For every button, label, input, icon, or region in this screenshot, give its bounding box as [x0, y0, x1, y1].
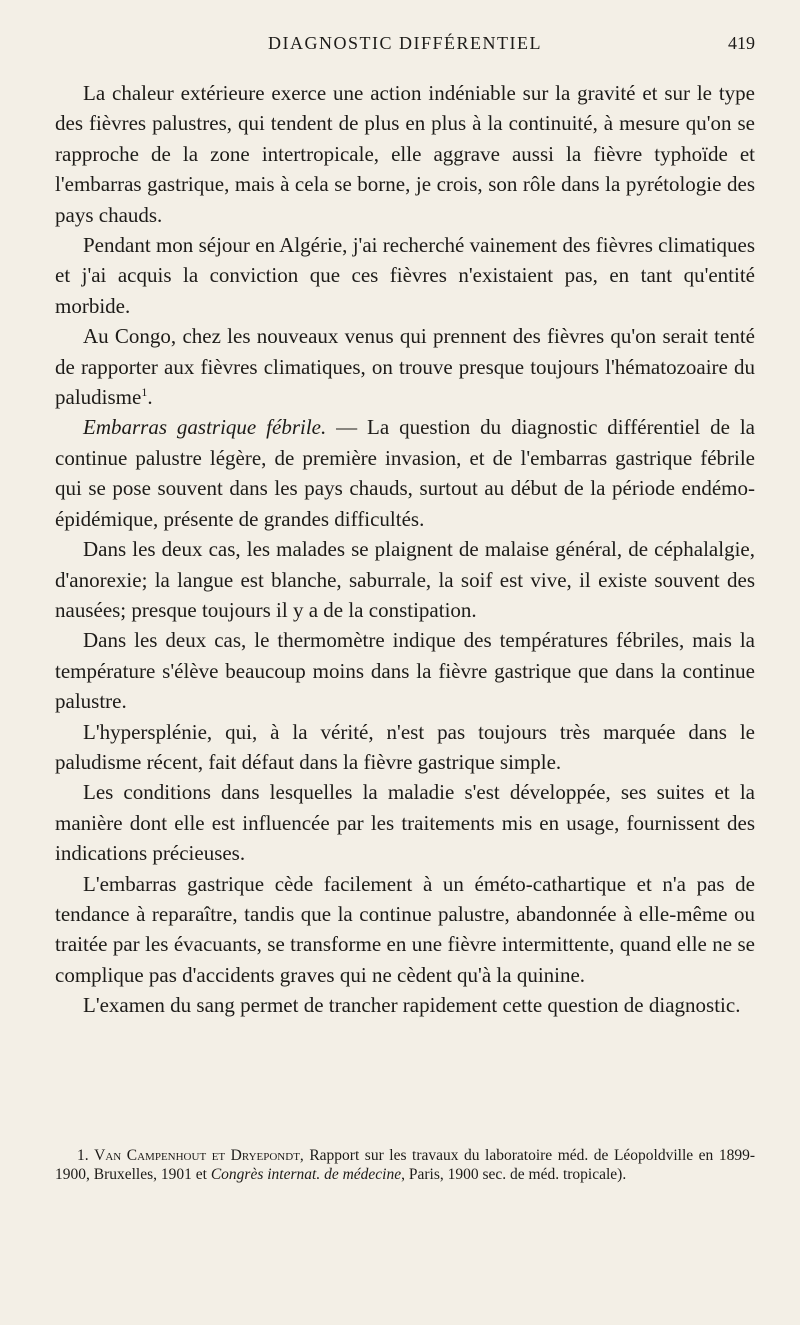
paragraph-text: L'examen du sang permet de trancher rapidement cette question de diagnostic.: [83, 993, 741, 1018]
paragraph-text: Dans les deux cas, les malades se plaignent de malaise général, de céphalalgie, d'anorexie; la langue est blanche, saburrale, la soif est vive, il existe souvent des nausées; presque toujours il y a de la constipation.: [55, 537, 755, 622]
paragraph-text: — La question du diagnostic différentiel de la continue palustre légère, de première invasion, et de l'embarras gastrique fébrile qui se pose souvent dans les pays chauds, surtout au début de la période endémo-épidémique, présente de grandes difficultés.: [55, 415, 755, 531]
paragraph-text: Pendant mon séjour en Algérie, j'ai recherché vainement des fièvres climatiques et j'ai acquis la conviction que ces fièvres n'existaient pas, en tant qu'entité morbide.: [55, 233, 755, 318]
paragraph-text: L'hypersplénie, qui, à la vérité, n'est pas toujours très marquée dans le paludisme récent, fait défaut dans la fièvre gastrique simple.: [55, 719, 755, 774]
paragraph-heat-influence: [55, 78, 755, 230]
paragraph-text: Les conditions dans lesquelles la maladie s'est développée, ses suites et la manière dont elle est influencée par les traitements mis en usage, fournissent des indications précieuses.: [55, 780, 755, 866]
running-title: DIAGNOSTIC DIFFÉRENTIEL: [268, 33, 542, 53]
paragraph-conditions: [55, 777, 755, 868]
book-page: [55, 0, 755, 1325]
paragraph-blood-exam: [55, 990, 755, 1020]
footnote-text: , Rapport sur les travaux du laboratoire méd. de Léopoldville en 1899-1900, Bruxelles, 1901 et: [55, 1147, 755, 1183]
paragraph-text-end: .: [147, 385, 153, 410]
paragraph-text: Dans les deux cas, le thermomètre indique des températures fébriles, mais la température s'élève beaucoup moins dans la fièvre gastrique que dans la continue palustre.: [55, 628, 755, 714]
paragraph-text: L'embarras gastrique cède facilement à un éméto-cathartique et n'a pas de tendance à reparaître, tandis que la continue palustre, abandonnée à elle-même ou traitée par les évacuants, se transforme en une fièvre intermittente, quand elle ne se complique pas d'accidents graves qui ne cèdent qu'à la quinine.: [55, 871, 755, 987]
paragraph-text: Au Congo, chez les nouveaux venus qui prennent des fièvres qu'on serait tenté de rapporter aux fièvres climatiques, on trouve presque toujours l'hématozoaire du paludisme: [55, 324, 755, 410]
paragraph-embarras-gastrique: [55, 412, 755, 534]
footnote-authors: Van Campenhout et Dryepondt: [94, 1147, 300, 1164]
footnote-journal: Congrès internat. de médecine: [210, 1166, 402, 1183]
paragraph-treatment: [55, 869, 755, 991]
page-number: 419: [728, 33, 755, 53]
paragraph-hypersplenie: [55, 717, 755, 778]
body-text: [55, 78, 755, 1021]
footnote-number: 1.: [77, 1147, 89, 1164]
running-head: [55, 0, 755, 60]
footnote-reference[interactable]: 1: [141, 385, 148, 400]
paragraph-thermometer: [55, 625, 755, 716]
footnote-text-end: , Paris, 1900 sec. de méd. tropicale).: [401, 1166, 627, 1183]
paragraph-congo: [55, 321, 755, 412]
paragraph-text: La chaleur extérieure exerce une action indéniable sur la gravité et sur le type des fièvres palustres, qui tendent de plus en plus à la continuité, à mesure qu'on se rapproche de la zone intertropicale, elle aggrave aussi la fièvre typhoïde et l'embarras gastrique, mais à cela se borne, je crois, son rôle dans la pyrétologie des pays chauds.: [55, 81, 755, 227]
section-lead-heading: Embarras gastrique fébrile.: [83, 415, 327, 440]
paragraph-symptoms: [55, 534, 755, 625]
footnote: [55, 1146, 755, 1184]
paragraph-algeria-stay: [55, 230, 755, 321]
